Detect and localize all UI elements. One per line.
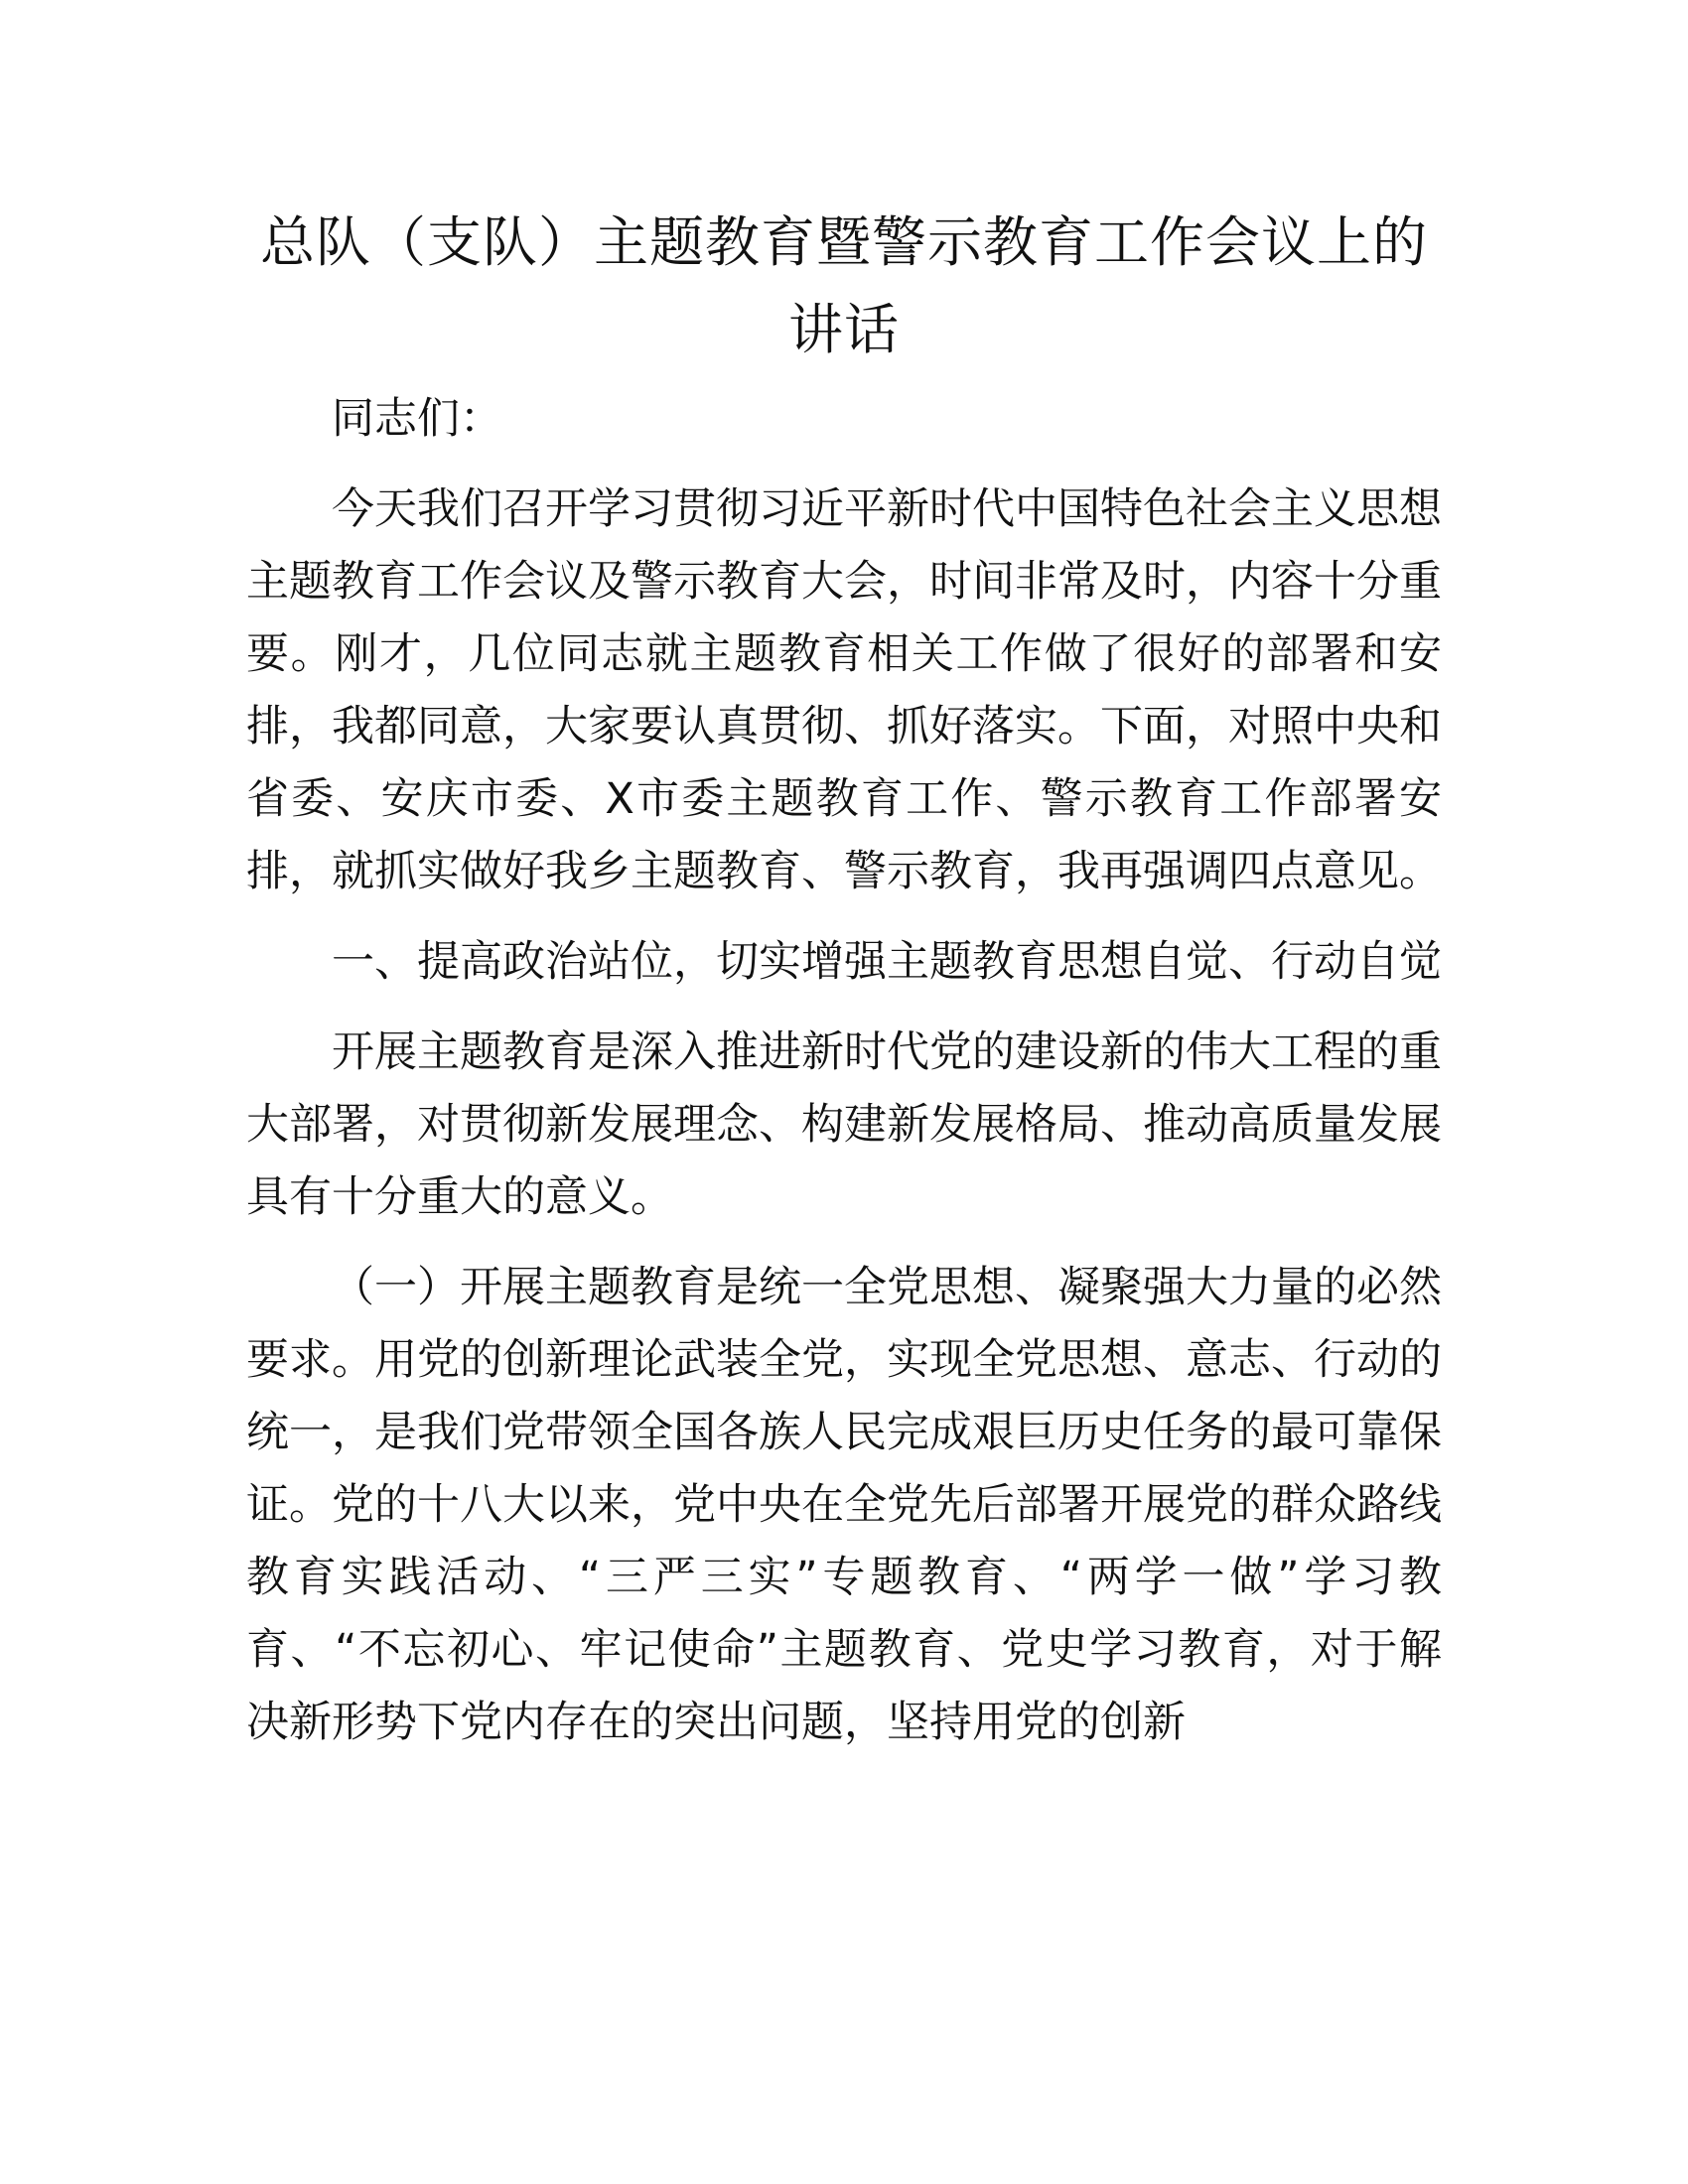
paragraph-spacer (246, 1234, 1442, 1252)
title-spacer (246, 373, 1442, 383)
paragraph-spacer (246, 999, 1442, 1017)
section-heading-one: 一、提高政治站位，切实增强主题教育思想自觉、行动自觉 (332, 937, 1442, 987)
section-one-paragraph: 开展主题教育是深入推进新时代党的建设新的伟大工程的重大部署，对贯彻新发展理念、构建新发展格局、推动高质量发展具有十分重大的意义。 (246, 1027, 1442, 1222)
document-body (246, 199, 1442, 1759)
intro-paragraph: 今天我们召开学习贯彻习近平新时代中国特色社会主义思想主题教育工作会议及警示教育大会，时间非常及时，内容十分重要。刚才，几位同志就主题教育相关工作做了很好的部署和安排，我都同意，大家要认真贯彻、抓好落实。下面，对照中央和省委、安庆市委、X市委主题教育工作、警示教育工作部署安排，就抓实做好我乡主题教育、警示教育，我再强调四点意见。 (246, 484, 1442, 896)
salutation: 同志们： (332, 394, 502, 444)
paragraph-spacer (246, 456, 1442, 474)
paragraph-spacer (246, 908, 1442, 926)
subsection-one-paragraph: （一）开展主题教育是统一全党思想、凝聚强大力量的必然要求。用党的创新理论武装全党，实现全党思想、意志、行动的统一，是我们党带领全国各族人民完成艰巨历史任务的最可靠保证。党的十八大以来，党中央在全党先后部署开展党的群众路线教育实践活动、“三严三实”专题教育、“两学一做”学习教育、“不忘初心、牢记使命”主题教育、党史学习教育，对于解决新形势下党内存在的突出问题，坚持用党的创新 (246, 1263, 1442, 1747)
document-title: 总队（支队）主题教育暨警示教育工作会议上的讲话 (259, 210, 1428, 361)
